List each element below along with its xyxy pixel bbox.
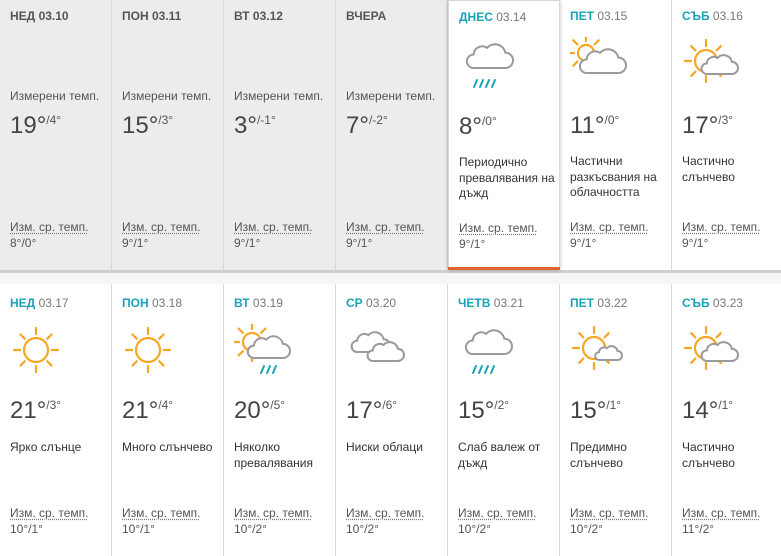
temperature: [682, 112, 733, 140]
avg-temp-label[interactable]: Изм. ср. темп.: [346, 506, 425, 520]
day-header: [234, 9, 283, 23]
day-card-ср[interactable]: [336, 284, 448, 556]
avg-temp-value: 10°/2°: [458, 522, 491, 536]
temp-low: /5°: [270, 398, 286, 412]
mostly-sunny-icon: [570, 324, 630, 384]
weather-description: Ярко слънце: [10, 440, 82, 454]
day-header: [234, 296, 283, 310]
avg-temp-label[interactable]: Изм. ср. темп.: [570, 506, 649, 520]
weather-description: Частично слънчево: [682, 440, 735, 470]
temp-high: 17°: [346, 397, 383, 424]
day-name: ПЕТ: [570, 9, 594, 23]
avg-temp-value: 9°/1°: [682, 236, 709, 250]
day-date: 03.10: [38, 9, 69, 23]
temp-low: /0°: [481, 114, 497, 128]
measured-label: Измерени темп.: [122, 89, 212, 103]
day-name: СР: [346, 296, 363, 310]
weather-description: Предимно слънчево: [570, 440, 627, 470]
temperature: [122, 397, 173, 425]
weather-description: Периодично превалявания на дъжд: [459, 155, 555, 200]
day-card-пет[interactable]: [560, 0, 672, 270]
rain-cloud-icon: [459, 38, 519, 98]
day-header: [122, 9, 181, 23]
temp-high: 11°: [570, 112, 605, 139]
temp-low: /4°: [46, 113, 62, 127]
avg-temp-label[interactable]: Изм. ср. темп.: [234, 220, 313, 234]
sun-behind-cloud-icon: [570, 37, 630, 97]
avg-temp-label[interactable]: Изм. ср. темп.: [682, 506, 761, 520]
week-row-2: [0, 284, 781, 556]
day-name: СЪБ: [682, 9, 710, 23]
avg-temp-value: 9°/1°: [122, 236, 149, 250]
day-name: ВЧЕРА: [346, 9, 387, 23]
temperature: [459, 113, 497, 141]
day-date: 03.19: [252, 296, 283, 310]
temp-low: /4°: [158, 398, 174, 412]
day-header: [682, 296, 743, 310]
weather-description: Частични разкъсвания на облачността: [570, 154, 657, 199]
day-date: 03.15: [597, 9, 628, 23]
avg-temp-value: 9°/1°: [346, 236, 373, 250]
day-card-нед[interactable]: [0, 0, 112, 270]
day-date: 03.14: [496, 10, 527, 24]
avg-temp-label[interactable]: Изм. ср. темп.: [10, 220, 89, 234]
temp-high: 8°: [459, 113, 482, 140]
avg-temp-label[interactable]: Изм. ср. темп.: [458, 506, 537, 520]
day-header: [10, 296, 69, 310]
temperature: [346, 112, 388, 140]
temp-low: /2°: [494, 398, 510, 412]
day-header: [346, 296, 396, 310]
measured-label: Измерени темп.: [10, 89, 100, 103]
temp-low: /6°: [382, 398, 398, 412]
temp-low: /3°: [46, 398, 62, 412]
temp-high: 21°: [10, 397, 47, 424]
day-card-пон[interactable]: [112, 284, 224, 556]
day-header: [682, 9, 743, 23]
sun-icon: [10, 324, 70, 384]
avg-temp-label[interactable]: Изм. ср. темп.: [459, 221, 538, 235]
day-date: 03.16: [712, 9, 743, 23]
temperature: [570, 112, 619, 140]
avg-temp-label[interactable]: Изм. ср. темп.: [122, 506, 201, 520]
clouds-icon: [346, 324, 406, 384]
temp-high: 14°: [682, 397, 719, 424]
day-name: ЧЕТВ: [458, 296, 491, 310]
avg-temp-label[interactable]: Изм. ср. темп.: [570, 220, 649, 234]
sun-icon: [122, 324, 182, 384]
weather-description: Няколко превалявания: [234, 440, 314, 470]
day-card-пон[interactable]: [112, 0, 224, 270]
weather-description: Ниски облаци: [346, 440, 423, 454]
day-card-вчера[interactable]: [336, 0, 448, 270]
weather-description: Много слънчево: [122, 440, 213, 454]
avg-temp-value: 8°/0°: [10, 236, 37, 250]
day-date: 03.11: [151, 9, 182, 23]
day-header: [570, 9, 627, 23]
day-header: [458, 296, 524, 310]
avg-temp-value: 9°/1°: [234, 236, 261, 250]
day-card-вт[interactable]: [224, 0, 336, 270]
temp-high: 15°: [122, 112, 159, 139]
day-date: 03.18: [151, 296, 182, 310]
avg-temp-value: 10°/2°: [570, 522, 603, 536]
rain-cloud-icon: [458, 324, 518, 384]
temp-high: 7°: [346, 112, 369, 139]
temp-high: 19°: [10, 112, 47, 139]
day-card-вт[interactable]: [224, 284, 336, 556]
measured-label: Измерени темп.: [234, 89, 324, 103]
day-card-четв[interactable]: [448, 284, 560, 556]
day-name: ВТ: [234, 296, 250, 310]
avg-temp-label[interactable]: Изм. ср. темп.: [346, 220, 425, 234]
day-date: 03.12: [252, 9, 283, 23]
day-header: [570, 296, 627, 310]
day-date: 03.21: [493, 296, 524, 310]
temperature: [234, 397, 285, 425]
day-header: [122, 296, 182, 310]
temp-high: 3°: [234, 112, 257, 139]
temperature: [346, 397, 397, 425]
day-name: ДНЕС: [459, 10, 493, 24]
avg-temp-value: 10°/2°: [346, 522, 379, 536]
day-card-нед[interactable]: [0, 284, 112, 556]
day-name: ПОН: [122, 296, 149, 310]
day-date: 03.23: [712, 296, 743, 310]
temp-high: 20°: [234, 397, 271, 424]
avg-temp-value: 9°/1°: [570, 236, 597, 250]
week-divider: [0, 270, 781, 284]
avg-temp-value: 10°/2°: [234, 522, 267, 536]
day-name: НЕД: [10, 296, 36, 310]
temp-high: 17°: [682, 112, 719, 139]
day-date: 03.22: [597, 296, 628, 310]
day-header: [346, 9, 386, 23]
temp-low: /1°: [606, 398, 622, 412]
avg-temp-label[interactable]: Изм. ср. темп.: [122, 220, 201, 234]
avg-temp-label[interactable]: Изм. ср. темп.: [234, 506, 313, 520]
avg-temp-value: 9°/1°: [459, 237, 486, 251]
day-name: ПЕТ: [570, 296, 594, 310]
temperature: [122, 112, 173, 140]
temp-low: /3°: [158, 113, 174, 127]
week-row-1: [0, 0, 781, 270]
day-card-днес[interactable]: [448, 0, 560, 270]
measured-label: Измерени темп.: [346, 89, 436, 103]
temp-low: /3°: [718, 113, 734, 127]
day-card-пет[interactable]: [560, 284, 672, 556]
avg-temp-value: 10°/1°: [122, 522, 155, 536]
weather-description: Слаб валеж от дъжд: [458, 440, 541, 470]
temperature: [458, 397, 509, 425]
day-date: 03.20: [366, 296, 397, 310]
temperature: [10, 397, 61, 425]
avg-temp-label[interactable]: Изм. ср. темп.: [682, 220, 761, 234]
day-card-съб[interactable]: [672, 0, 781, 270]
temp-low: /1°: [718, 398, 734, 412]
temp-low: /-2°: [368, 113, 388, 127]
day-card-съб[interactable]: [672, 284, 781, 556]
weather-description: Частично слънчево: [682, 154, 735, 184]
temperature: [570, 397, 621, 425]
day-header: [10, 9, 69, 23]
temperature: [682, 397, 733, 425]
temp-high: 15°: [458, 397, 495, 424]
temp-low: /0°: [604, 113, 620, 127]
temperature: [234, 112, 276, 140]
avg-temp-value: 10°/1°: [10, 522, 43, 536]
temp-low: /-1°: [256, 113, 276, 127]
avg-temp-label[interactable]: Изм. ср. темп.: [10, 506, 89, 520]
day-name: ВТ: [234, 9, 250, 23]
temperature: [10, 112, 61, 140]
day-header: [459, 10, 526, 24]
temp-high: 21°: [122, 397, 159, 424]
sun-rain-cloud-icon: [234, 324, 294, 384]
temp-high: 15°: [570, 397, 607, 424]
avg-temp-value: 11°/2°: [682, 522, 715, 536]
partly-sunny-icon: [682, 324, 742, 384]
day-name: ПОН: [122, 9, 149, 23]
day-date: 03.17: [38, 296, 69, 310]
day-name: НЕД: [10, 9, 36, 23]
partly-sunny-icon: [682, 37, 742, 97]
day-name: СЪБ: [682, 296, 710, 310]
today-indicator-bar: [448, 267, 560, 270]
